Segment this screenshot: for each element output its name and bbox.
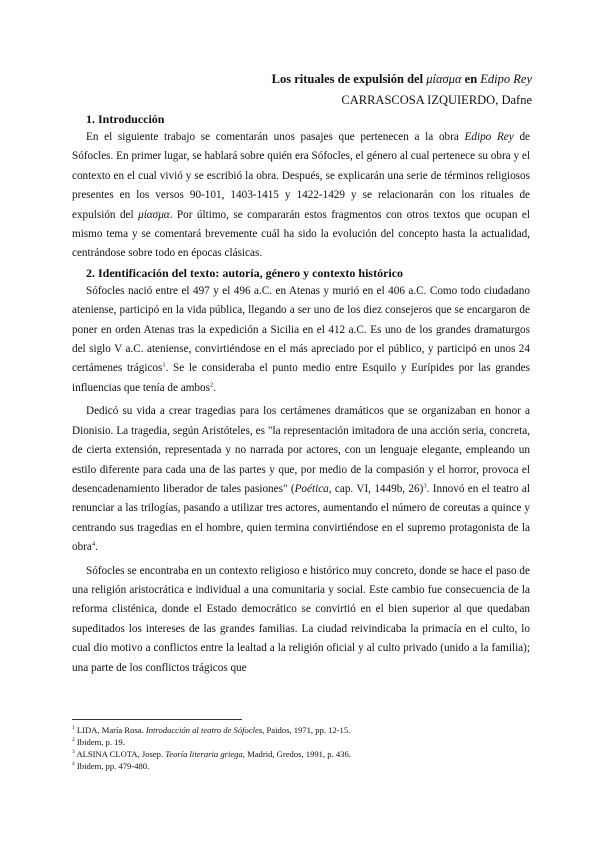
title-connector: en [464, 72, 478, 86]
footnote-text: Ibidem, pp. 479-480. [76, 761, 150, 771]
footnote-ref[interactable]: 3 [423, 482, 427, 490]
text-run: . Innovó en el teatro al renunciar a las trilogías, pasando a utilizar tres actores, aumentando el número de coreutas a quince y centrando sus tragedias en el hombre, quien termina convirtiéndose en el supremo protagonista de la obra [72, 482, 531, 554]
footnote-divider [72, 719, 242, 720]
section-2-paragraph-1 [72, 282, 530, 398]
text-run: . Por último, se compararán estos fragmentos con otros textos que ocupan el mismo tema y se comentará brevemente cuál ha sido la evolución del concepto hasta la actualidad, centrándose sobre todo en épocas clásicas. [72, 208, 530, 260]
footnote-number: 4 [72, 761, 75, 768]
footnote-number: 1 [72, 725, 75, 732]
footnote-text: , Madrid, Gredos, 1991, p. 436. [242, 749, 351, 759]
work-title: Poética [294, 482, 329, 495]
text-run: . [95, 541, 98, 554]
footnote-text: , Paidos, 1971, pp. 12-15. [262, 725, 351, 735]
text-run: Dedicó su vida a crear tragedias para los certámenes dramáticos que se organizaban en honor a Dionisio. La tragedia, según Aristóteles, es "la representación imitadora de una acción seria, concreta, de cierta extensión, representada y no narrada por actores, con un lenguaje elegante, empleando un estilo diferente para cada una de las partes y que, por medio de la compasión y el horror, provoca el desencadenamiento liberador de tales pasiones" ( [72, 405, 530, 495]
text-run: de Sófocles. En primer lugar, se hablará sobre quién era Sófocles, el género al cual pertenece su obra y el contexto en el cual vivió y se escribió la obra. Después, se explicarán una serie de términos religiosos presentes en los versos 90-101, 1403-1415 y 1422-1429 y se relacionarán con los rituales de expulsión del [72, 131, 531, 221]
footnote-work: Introducción al teatro de Sófocles [145, 725, 263, 735]
footnote-3 [72, 748, 530, 760]
title-greek-term: μίασμα [426, 72, 462, 86]
footnote-number: 2 [72, 737, 75, 744]
footnote-4 [72, 760, 530, 772]
main-content [72, 110, 530, 678]
footnote-work: Teoría literaria griega [165, 749, 243, 759]
work-title: Edipo Rey [464, 131, 514, 143]
section-1-paragraph-1 [72, 128, 530, 264]
footnote-ref[interactable]: 4 [91, 540, 96, 548]
footnote-ref[interactable]: 2 [209, 381, 214, 389]
text-run: . [213, 381, 216, 394]
section-1-heading: 1. Introducción [86, 112, 165, 126]
footnote-ref[interactable]: 1 [162, 361, 166, 369]
title-work: Edipo Rey [480, 72, 532, 86]
text-run: Sófocles nació entre el 497 y el 496 a.C. en Atenas y murió en el 406 a.C. Como todo ciudadano ateniense, participó en la vida pública, llegando a ser uno de los diez consejeros que se encargaron de poner en orden Atenas tras la expedición a Sicilia en el 412 a.C. Es uno de los grandes dramaturgos del siglo V a.C. ateniense, convirtiéndose en el más apreciado por el público, y participó en unos 24 certámenes trágicos [72, 284, 530, 375]
footnote-1 [72, 724, 530, 736]
greek-term: μίασμα [138, 208, 170, 221]
footnote-2 [72, 736, 530, 748]
text-run: . Se le consideraba el punto medio entre Esquilo y Eurípides por las grandes influencias que tenía de ambos [72, 362, 530, 394]
paper-title [272, 70, 532, 88]
section-2-paragraph-2 [72, 402, 530, 557]
footnote-text: LIDA, María Rosa. [76, 725, 146, 735]
title-text: Los rituales de expulsión del [271, 72, 424, 86]
footnote-text: Ibidem, p. 19. [76, 737, 125, 747]
footnotes [72, 719, 530, 772]
text-run: Sófocles se encontraba en un contexto religioso e histórico muy concreto, donde se hace el paso de una religión aristocrática e individual a una comunitaria y social. Este cambio fue consecuencia de la reforma clisténica, donde el Estado democrático se convirtió en el bien superior al que quedaban supeditados los intereses de las grandes familias. La ciudad reivindicaba la primacía en el culto, lo cual dio motivo a conflictos entre la lealtad a la religión oficial y al culto privado (unido a la familia); una parte de los conflictos trágicos que [72, 564, 530, 674]
section-2-heading: 2. Identificación del texto: autoría, género y contexto histórico [86, 265, 404, 280]
paper-author: CARRASCOSA IZQUIERDO, Dafne [341, 93, 532, 107]
title-block [272, 70, 532, 109]
text-run: En el siguiente trabajo se comentarán unos pasajes que pertenecen a la obra [86, 131, 465, 143]
section-2-paragraph-3 [72, 562, 530, 678]
footnote-number: 3 [72, 749, 75, 756]
footnote-text: ALSINA CLOTA, Josep. [76, 749, 166, 759]
text-run: , cap. VI, 1449b, 26) [328, 482, 424, 495]
